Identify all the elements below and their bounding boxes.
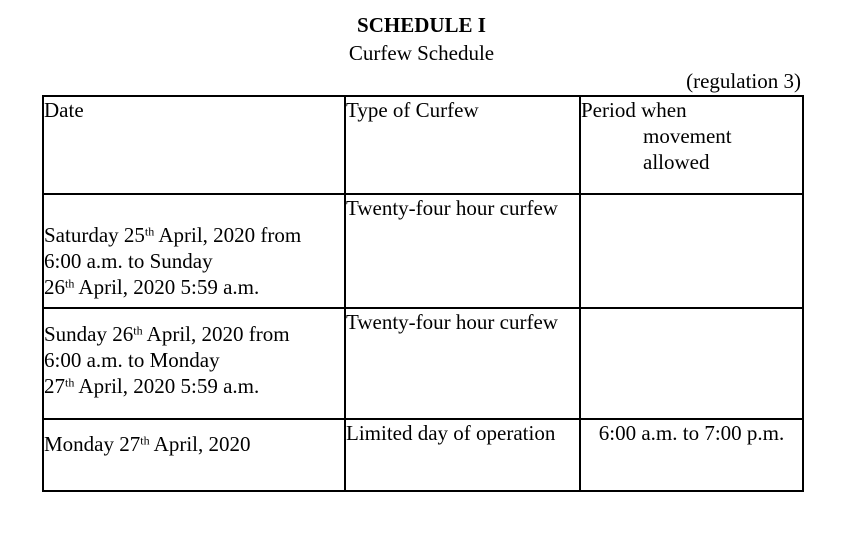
row-1-period [580, 194, 803, 308]
row-2-date-day: Sunday 26 [44, 322, 134, 346]
row-1-type: Twenty-four hour curfew [345, 194, 580, 308]
row-1-date [43, 194, 345, 308]
curfew-schedule-table [42, 95, 804, 492]
row-1-end-ordinal: th [65, 276, 75, 291]
header-period-allowed [580, 96, 803, 194]
row-3-period: 6:00 a.m. to 7:00 p.m. [580, 419, 803, 491]
row-2-date-rest: April, 2020 from [142, 322, 290, 346]
row-1-date-ordinal: th [144, 224, 155, 239]
header-period-line-1: Period when [581, 98, 687, 122]
row-2-end-day: 27 [44, 374, 65, 398]
regulation-reference: (regulation 3) [686, 69, 801, 93]
row-1-date-day: Saturday 25 [44, 223, 145, 247]
row-1-date-rest: April, 2020 from [154, 223, 302, 247]
table-row [43, 308, 803, 419]
row-1-date-line-2: 6:00 a.m. to Sunday [44, 249, 213, 273]
table-row [43, 419, 803, 491]
row-1-end-rest: April, 2020 5:59 a.m. [74, 275, 260, 299]
row-2-type: Twenty-four hour curfew [345, 308, 580, 419]
row-3-type: Limited day of operation [345, 419, 580, 491]
header-period-line-3: allowed [643, 150, 710, 174]
schedule-subtitle: Curfew Schedule [348, 41, 495, 65]
table-header-row [43, 96, 803, 194]
row-2-period [580, 308, 803, 419]
schedule-title: SCHEDULE I [357, 13, 486, 37]
row-2-end-rest: April, 2020 5:59 a.m. [74, 374, 260, 398]
header-type-of-curfew: Type of Curfew [345, 96, 580, 194]
row-3-date-day: Monday 27 [44, 432, 141, 456]
row-2-date [43, 308, 345, 419]
table-row [43, 194, 803, 308]
header-date: Date [43, 96, 345, 194]
header-period-line-2: movement [643, 124, 732, 148]
row-3-date [43, 419, 345, 491]
row-2-end-ordinal: th [65, 375, 75, 390]
row-1-end-day: 26 [44, 275, 65, 299]
row-2-date-ordinal: th [133, 323, 143, 338]
row-3-date-ordinal: th [140, 433, 150, 448]
row-3-date-rest: April, 2020 [149, 432, 251, 456]
row-2-date-line-2: 6:00 a.m. to Monday [44, 348, 220, 372]
